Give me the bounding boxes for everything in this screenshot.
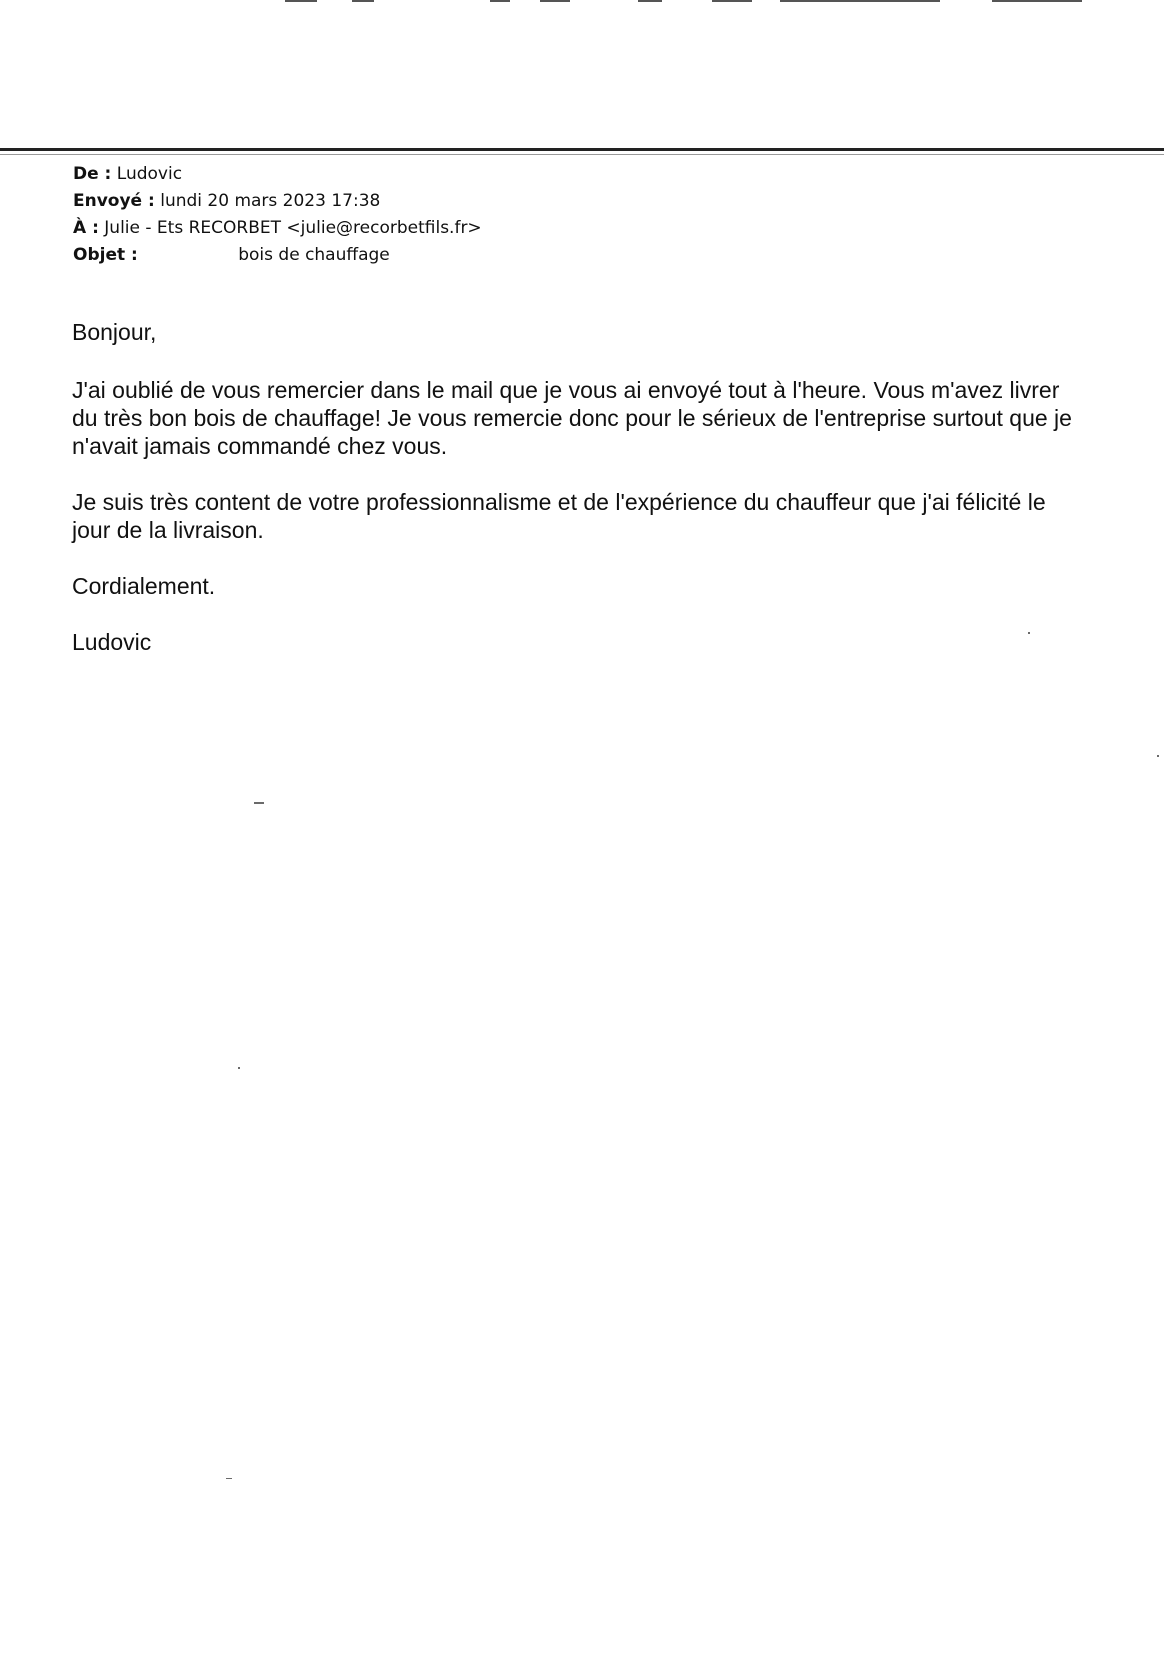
from-row [73,161,482,188]
email-body [72,318,1072,656]
subject-label: Objet : [73,245,138,265]
body-paragraph-2: Je suis très content de votre professionnalisme et de l'expérience du chauffeur que j'ai félicité le jour de la livraison. [72,489,1046,543]
subject-row [73,242,482,269]
email-header [73,161,482,269]
greeting: Bonjour, [72,319,157,345]
from-label: De : [73,164,112,184]
to-row [73,215,482,242]
sent-value: lundi 20 mars 2023 17:38 [160,191,381,211]
sent-row [73,188,482,215]
sent-label: Envoyé : [73,191,155,211]
signature: Ludovic [72,629,152,655]
body-paragraph-1: J'ai oublié de vous remercier dans le mail que je vous ai envoyé tout à l'heure. Vous m'avez livrer du très bon bois de chauffage! Je vous remercie donc pour le sérieux de l'entreprise surtout que je n'avait jamais commandé chez vous. [72,377,1072,459]
header-separator-line [0,148,1164,151]
scan-top-marks [0,0,1170,8]
from-value: Ludovic [116,164,183,184]
header-separator-shadow [0,154,1164,155]
closing: Cordialement. [72,573,216,599]
to-value: Julie - Ets RECORBET <julie@recorbetfils.fr> [104,218,482,238]
subject-value: bois de chauffage [238,245,390,265]
to-label: À : [73,218,99,238]
